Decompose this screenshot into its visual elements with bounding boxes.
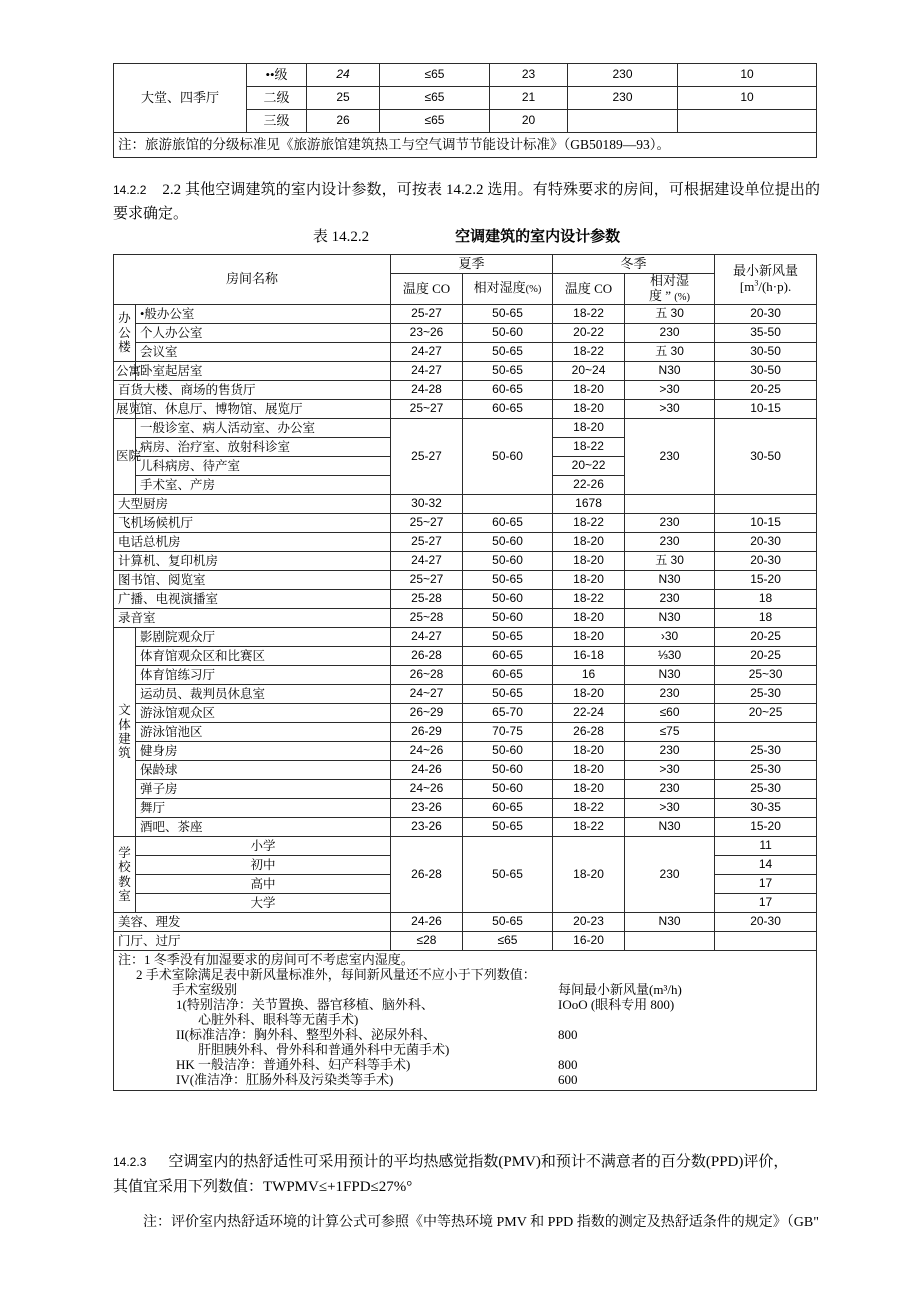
clause-number-1423: 14.2.3 — [113, 1155, 147, 1169]
table-row — [114, 666, 817, 685]
winter-rh: 五 30 — [625, 305, 715, 324]
room-name: 舞厅 — [136, 799, 391, 818]
fresh-air: 17 — [715, 875, 817, 894]
fresh-air: 25-30 — [715, 761, 817, 780]
room-name: 馆、休息厅、博物馆、展览厅 — [136, 400, 391, 419]
summer-temp: 25~28 — [391, 609, 463, 628]
indoor-design-parameters-table — [113, 254, 817, 1091]
fresh-air: 18 — [715, 609, 817, 628]
winter-rh-cell: 230 — [568, 64, 678, 87]
winter-rh — [625, 495, 715, 514]
header-fresh-air-line1: 最小新风量 — [733, 262, 799, 278]
header-winter-rh: 相对湿 度 ” (%) — [625, 274, 715, 305]
header-fresh-air — [715, 255, 817, 305]
main-table-notes — [114, 951, 817, 1091]
fresh-air: 25-30 — [715, 780, 817, 799]
group-label-exhibition: 展览 — [114, 400, 136, 419]
summer-rh: 70-75 — [463, 723, 553, 742]
table-row — [114, 495, 817, 514]
summer-temp-cell: 25 — [307, 87, 380, 110]
fresh-air: 17 — [715, 894, 817, 913]
group-label-office: 办公 楼 — [114, 305, 136, 362]
table-caption-title: 空调建筑的室内设计参数 — [455, 227, 621, 245]
winter-temp: 22-26 — [553, 476, 625, 495]
table-row — [114, 742, 817, 761]
note-item-left-cont: 肝胆胰外科、骨外科和普通外科中无菌手术) — [198, 1041, 450, 1057]
fresh-air: 18 — [715, 590, 817, 609]
room-name: 手术室、产房 — [136, 476, 391, 495]
table-row — [114, 381, 817, 400]
winter-temp: 18-20 — [553, 419, 625, 438]
winter-temp: 18-20 — [553, 533, 625, 552]
winter-temp: 18-22 — [553, 818, 625, 837]
summer-rh: 60-65 — [463, 647, 553, 666]
summer-rh: 50-60 — [463, 324, 553, 343]
fresh-air: 20-30 — [715, 913, 817, 932]
room-name: 大学 — [136, 894, 391, 913]
winter-rh-cell — [568, 110, 678, 133]
summer-rh: 50-65 — [463, 362, 553, 381]
header-fresh-air-line2: [$m^3/(h\cdot p)$. — [739, 278, 792, 295]
winter-rh: 230 — [625, 685, 715, 704]
table-row — [114, 590, 817, 609]
group-label-school: 学 校 教室 — [114, 837, 136, 913]
winter-temp: 18-20 — [553, 609, 625, 628]
grade-cell: ••级 — [247, 64, 307, 87]
table-row — [114, 704, 817, 723]
table-row — [114, 799, 817, 818]
summer-temp: 23-26 — [391, 818, 463, 837]
winter-rh: ›30 — [625, 628, 715, 647]
winter-rh: 230 — [625, 419, 715, 495]
winter-temp: 18-20 — [553, 837, 625, 913]
room-name: 飞机场候机厅 — [114, 514, 391, 533]
fresh-air — [715, 723, 817, 742]
summer-temp: 23~26 — [391, 324, 463, 343]
winter-rh: N30 — [625, 362, 715, 381]
winter-rh-cell: 230 — [568, 87, 678, 110]
winter-temp-cell: 23 — [490, 64, 568, 87]
top-table-note: 注：旅游旅馆的分级标准见《旅游旅馆建筑热工与空气调节节能设计标准》（GB50189—93）。 — [114, 133, 817, 158]
room-name: 弹子房 — [136, 780, 391, 799]
fresh-air: 15-20 — [715, 818, 817, 837]
room-name: 电话总机房 — [114, 533, 391, 552]
header-summer: 夏季 — [391, 255, 553, 274]
winter-temp: 18-20 — [553, 685, 625, 704]
summer-temp: 23-26 — [391, 799, 463, 818]
grade-cell: 三级 — [247, 110, 307, 133]
summer-rh-cell: ≤65 — [380, 110, 490, 133]
winter-temp: 20~24 — [553, 362, 625, 381]
room-name: 一般诊室、病人活动室、办公室 — [136, 419, 391, 438]
winter-temp: 16-18 — [553, 647, 625, 666]
note-item-left: II(标准洁净：胸外科、整型外科、泌尿外科、 — [176, 1026, 436, 1042]
winter-temp: 20-22 — [553, 324, 625, 343]
summer-rh — [463, 495, 553, 514]
winter-temp: 18-20 — [553, 780, 625, 799]
note-header-left: 手术室级别 — [172, 981, 238, 997]
winter-rh — [625, 932, 715, 951]
fresh-air-cell: 10 — [678, 87, 817, 110]
winter-temp: 18-22 — [553, 343, 625, 362]
summer-rh: 60-65 — [463, 400, 553, 419]
winter-temp: 26-28 — [553, 723, 625, 742]
summer-temp: 25~27 — [391, 514, 463, 533]
winter-temp-cell: 21 — [490, 87, 568, 110]
fresh-air: 20-30 — [715, 533, 817, 552]
room-name: 广播、电视演播室 — [114, 590, 391, 609]
header-room-name: 房间名称 — [114, 255, 391, 305]
summer-temp: 24-27 — [391, 628, 463, 647]
summer-rh: 50-60 — [463, 419, 553, 495]
table-row — [114, 64, 817, 87]
winter-temp: 18-20 — [553, 381, 625, 400]
group-label-apartment: 公寓 — [114, 362, 136, 381]
summer-rh: 60-65 — [463, 514, 553, 533]
summer-rh: 50-60 — [463, 552, 553, 571]
room-name: •般办公室 — [136, 305, 391, 324]
fresh-air: 35-50 — [715, 324, 817, 343]
note-item — [118, 1058, 812, 1073]
note-item — [118, 998, 812, 1013]
fresh-air — [715, 932, 817, 951]
summer-rh: 50-60 — [463, 780, 553, 799]
note-item-left: HK 一般洁净：普通外科、妇产科等手术) — [176, 1056, 411, 1072]
room-name: 初中 — [136, 856, 391, 875]
table-row — [114, 628, 817, 647]
note-sub-header — [118, 983, 812, 998]
summer-rh: 60-65 — [463, 381, 553, 400]
winter-temp: 18-20 — [553, 761, 625, 780]
header-summer-rh: 相对湿度(%) — [463, 274, 553, 305]
note-item-left: IV(准洁净：肛肠外科及污染类等手术) — [176, 1071, 394, 1087]
fresh-air: 30-50 — [715, 343, 817, 362]
clause-number: 14.2.2 — [113, 183, 147, 197]
note-item — [118, 1028, 812, 1043]
table-row — [114, 571, 817, 590]
room-name: 游泳馆池区 — [136, 723, 391, 742]
room-name: 保龄球 — [136, 761, 391, 780]
summer-rh: 50-65 — [463, 685, 553, 704]
winter-rh: 230 — [625, 514, 715, 533]
summer-temp: 24-28 — [391, 381, 463, 400]
winter-temp: 18-20 — [553, 571, 625, 590]
note-item-left-cont: 心脏外科、眼科等无菌手术) — [198, 1011, 359, 1027]
table-caption — [113, 225, 820, 246]
table-notes-row — [114, 951, 817, 1091]
fresh-air-cell: 10 — [678, 64, 817, 87]
summer-rh: ≤65 — [463, 932, 553, 951]
fresh-air — [715, 495, 817, 514]
table-row — [114, 723, 817, 742]
fresh-air: 20-25 — [715, 381, 817, 400]
room-name: 计算机、复印机房 — [114, 552, 391, 571]
winter-rh: 230 — [625, 533, 715, 552]
summer-temp: 25-27 — [391, 419, 463, 495]
summer-rh-cell: ≤65 — [380, 87, 490, 110]
winter-rh: N30 — [625, 818, 715, 837]
fresh-air: 14 — [715, 856, 817, 875]
note-line-1: 注：1 冬季没有加湿要求的房间可不考虑室内湿度。 — [118, 952, 414, 967]
room-name: 会议室 — [136, 343, 391, 362]
header-winter: 冬季 — [553, 255, 715, 274]
summer-rh: 50-65 — [463, 818, 553, 837]
winter-rh: >30 — [625, 381, 715, 400]
room-name: 体育馆观众区和比赛区 — [136, 647, 391, 666]
room-name: 运动员、裁判员休息室 — [136, 685, 391, 704]
table-header-row — [114, 255, 817, 274]
summer-rh: 50-65 — [463, 628, 553, 647]
winter-rh: N30 — [625, 666, 715, 685]
table-row — [114, 609, 817, 628]
winter-rh: >30 — [625, 400, 715, 419]
summer-temp: 26-29 — [391, 723, 463, 742]
table-row — [114, 324, 817, 343]
winter-rh: ≤60 — [625, 704, 715, 723]
grade-cell: 二级 — [247, 87, 307, 110]
room-name: 儿科病房、待产室 — [136, 457, 391, 476]
room-name: 个人办公室 — [136, 324, 391, 343]
summer-rh: 50-65 — [463, 343, 553, 362]
fresh-air: 25~30 — [715, 666, 817, 685]
table-row — [114, 133, 817, 158]
hotel-grade-table — [113, 63, 817, 158]
table-row — [114, 552, 817, 571]
table-row — [114, 400, 817, 419]
summer-temp: 24~26 — [391, 780, 463, 799]
winter-rh: 五 30 — [625, 343, 715, 362]
fresh-air: 15-20 — [715, 571, 817, 590]
table-row — [114, 533, 817, 552]
winter-rh: 230 — [625, 590, 715, 609]
summer-temp: 25-27 — [391, 533, 463, 552]
table-row — [114, 514, 817, 533]
winter-temp: 18-22 — [553, 799, 625, 818]
summer-rh: 50-60 — [463, 761, 553, 780]
fresh-air: 20-30 — [715, 305, 817, 324]
summer-rh: 50-60 — [463, 609, 553, 628]
room-name: 图书馆、阅览室 — [114, 571, 391, 590]
summer-temp: 24-26 — [391, 761, 463, 780]
summer-temp: 25~27 — [391, 400, 463, 419]
summer-temp: ≤28 — [391, 932, 463, 951]
note-item-left: 1(特别洁净：关节置换、器官移植、脑外科、 — [176, 996, 434, 1012]
room-name: 体育馆练习厅 — [136, 666, 391, 685]
fresh-air: 10-15 — [715, 400, 817, 419]
group-label-sports-culture: 文 体 建 筑 — [114, 628, 136, 837]
summer-rh: 60-65 — [463, 799, 553, 818]
winter-rh: N30 — [625, 609, 715, 628]
table-row — [114, 818, 817, 837]
fresh-air: 20-25 — [715, 628, 817, 647]
room-name: 卧室起居室 — [136, 362, 391, 381]
summer-temp: 24-26 — [391, 913, 463, 932]
winter-temp: 1678 — [553, 495, 625, 514]
table-row — [114, 419, 817, 438]
fresh-air: 11 — [715, 837, 817, 856]
table-row — [114, 837, 817, 856]
clause-1423-line1: 空调室内的热舒适性可采用预计的平均热感觉指数(PMV)和预计不满意者的百分数(PPD)评价， — [168, 1154, 789, 1170]
winter-temp: 18-22 — [553, 590, 625, 609]
room-name: 病房、治疗室、放射科诊室 — [136, 438, 391, 457]
winter-rh: ⅓30 — [625, 647, 715, 666]
room-name: 游泳馆观众区 — [136, 704, 391, 723]
summer-temp: 26~29 — [391, 704, 463, 723]
winter-temp: 20-23 — [553, 913, 625, 932]
summer-rh: 50-60 — [463, 590, 553, 609]
room-name: 酒吧、茶座 — [136, 818, 391, 837]
table-row — [114, 305, 817, 324]
summer-rh-cell: ≤65 — [380, 64, 490, 87]
header-summer-temp: 温度 CO — [391, 274, 463, 305]
summer-temp: 30-32 — [391, 495, 463, 514]
summer-rh: 50-60 — [463, 742, 553, 761]
table-row — [114, 780, 817, 799]
fresh-air: 30-35 — [715, 799, 817, 818]
summer-rh: 50-65 — [463, 571, 553, 590]
note-item-right: 800 — [558, 1056, 578, 1072]
winter-temp: 16 — [553, 666, 625, 685]
top-row-label: 大堂、四季厅 — [114, 64, 247, 133]
room-name: 大型厨房 — [114, 495, 391, 514]
room-name: 美容、理发 — [114, 913, 391, 932]
winter-rh: >30 — [625, 799, 715, 818]
winter-rh: 230 — [625, 742, 715, 761]
paragraph-14-2-3 — [113, 1150, 833, 1199]
room-name: 百货大楼、商场的售货厅 — [114, 381, 391, 400]
summer-temp: 25~27 — [391, 571, 463, 590]
winter-rh: ≤75 — [625, 723, 715, 742]
summer-temp: 24-27 — [391, 343, 463, 362]
summer-temp-cell: 26 — [307, 110, 380, 133]
summer-rh: 65-70 — [463, 704, 553, 723]
winter-temp: 18-22 — [553, 305, 625, 324]
winter-temp: 20~22 — [553, 457, 625, 476]
summer-rh: 50-60 — [463, 533, 553, 552]
note-item-right: IOoO (眼科专用 800) — [558, 996, 675, 1012]
note-item-right: 800 — [558, 1026, 578, 1042]
room-name: 门厅、过厅 — [114, 932, 391, 951]
summer-rh: 50-65 — [463, 837, 553, 913]
note-item — [118, 1073, 812, 1088]
table-row — [114, 761, 817, 780]
summer-rh: 50-65 — [463, 305, 553, 324]
fresh-air: 10-15 — [715, 514, 817, 533]
table-row — [114, 685, 817, 704]
winter-temp: 22-24 — [553, 704, 625, 723]
sub-note-1423 — [113, 1212, 853, 1233]
winter-rh: >30 — [625, 761, 715, 780]
summer-temp: 26~28 — [391, 666, 463, 685]
note-header-right: 每间最小新风量(m³/h) — [558, 981, 682, 997]
winter-rh: 230 — [625, 324, 715, 343]
room-name: 小学 — [136, 837, 391, 856]
winter-rh: 五 30 — [625, 552, 715, 571]
note-item-right: 600 — [558, 1071, 578, 1087]
winter-rh: N30 — [625, 913, 715, 932]
fresh-air: 25-30 — [715, 685, 817, 704]
summer-temp: 25-27 — [391, 305, 463, 324]
header-winter-temp: 温度 CO — [553, 274, 625, 305]
winter-temp: 18-20 — [553, 400, 625, 419]
sub-note-text: 注：评价室内热舒适环境的计算公式可参照《中等热环境 PMV 和 PPD 指数的测定及热舒适条件的规定》（GB" — [143, 1215, 819, 1230]
fresh-air: 30-50 — [715, 362, 817, 381]
table-row — [114, 362, 817, 381]
group-label-hospital: 医院 — [114, 419, 136, 495]
table-caption-label: 表 14.2.2 — [312, 229, 370, 245]
summer-temp-cell: 24 — [307, 64, 380, 87]
summer-rh: 50-65 — [463, 913, 553, 932]
winter-temp: 18-22 — [553, 438, 625, 457]
winter-temp: 18-22 — [553, 514, 625, 533]
winter-temp: 18-20 — [553, 742, 625, 761]
summer-temp: 24~26 — [391, 742, 463, 761]
table-row — [114, 343, 817, 362]
summer-temp: 25-28 — [391, 590, 463, 609]
table-row — [114, 932, 817, 951]
fresh-air: 30-50 — [715, 419, 817, 495]
winter-temp-cell: 20 — [490, 110, 568, 133]
summer-rh: 60-65 — [463, 666, 553, 685]
room-name: 高中 — [136, 875, 391, 894]
fresh-air: 20-25 — [715, 647, 817, 666]
winter-rh: N30 — [625, 571, 715, 590]
clause-text: 2.2 其他空调建筑的室内设计参数，可按表 14.2.2 选用。有特殊要求的房间，可根据建设单位提出的要求确定。 — [113, 182, 820, 223]
room-name: 健身房 — [136, 742, 391, 761]
table-row — [114, 647, 817, 666]
winter-temp: 16-20 — [553, 932, 625, 951]
fresh-air: 25-30 — [715, 742, 817, 761]
summer-temp: 24~27 — [391, 685, 463, 704]
summer-temp: 24-27 — [391, 552, 463, 571]
clause-1423-line2: 其值宜采用下列数值：TWPMV≤+1FPD≤27%° — [113, 1178, 413, 1195]
winter-rh: 230 — [625, 780, 715, 799]
table-row — [114, 913, 817, 932]
paragraph-14-2-2 — [113, 178, 820, 227]
fresh-air-cell — [678, 110, 817, 133]
winter-rh: 230 — [625, 837, 715, 913]
fresh-air: 20-30 — [715, 552, 817, 571]
summer-temp: 26-28 — [391, 647, 463, 666]
note-line-2: 2 手术室除满足表中新风量标准外，每间新风量还不应小于下列数值： — [136, 966, 536, 982]
summer-temp: 24-27 — [391, 362, 463, 381]
summer-temp: 26-28 — [391, 837, 463, 913]
room-name: 录音室 — [114, 609, 391, 628]
winter-temp: 18-20 — [553, 628, 625, 647]
room-name: 影剧院观众厅 — [136, 628, 391, 647]
fresh-air: 20~25 — [715, 704, 817, 723]
winter-temp: 18-20 — [553, 552, 625, 571]
